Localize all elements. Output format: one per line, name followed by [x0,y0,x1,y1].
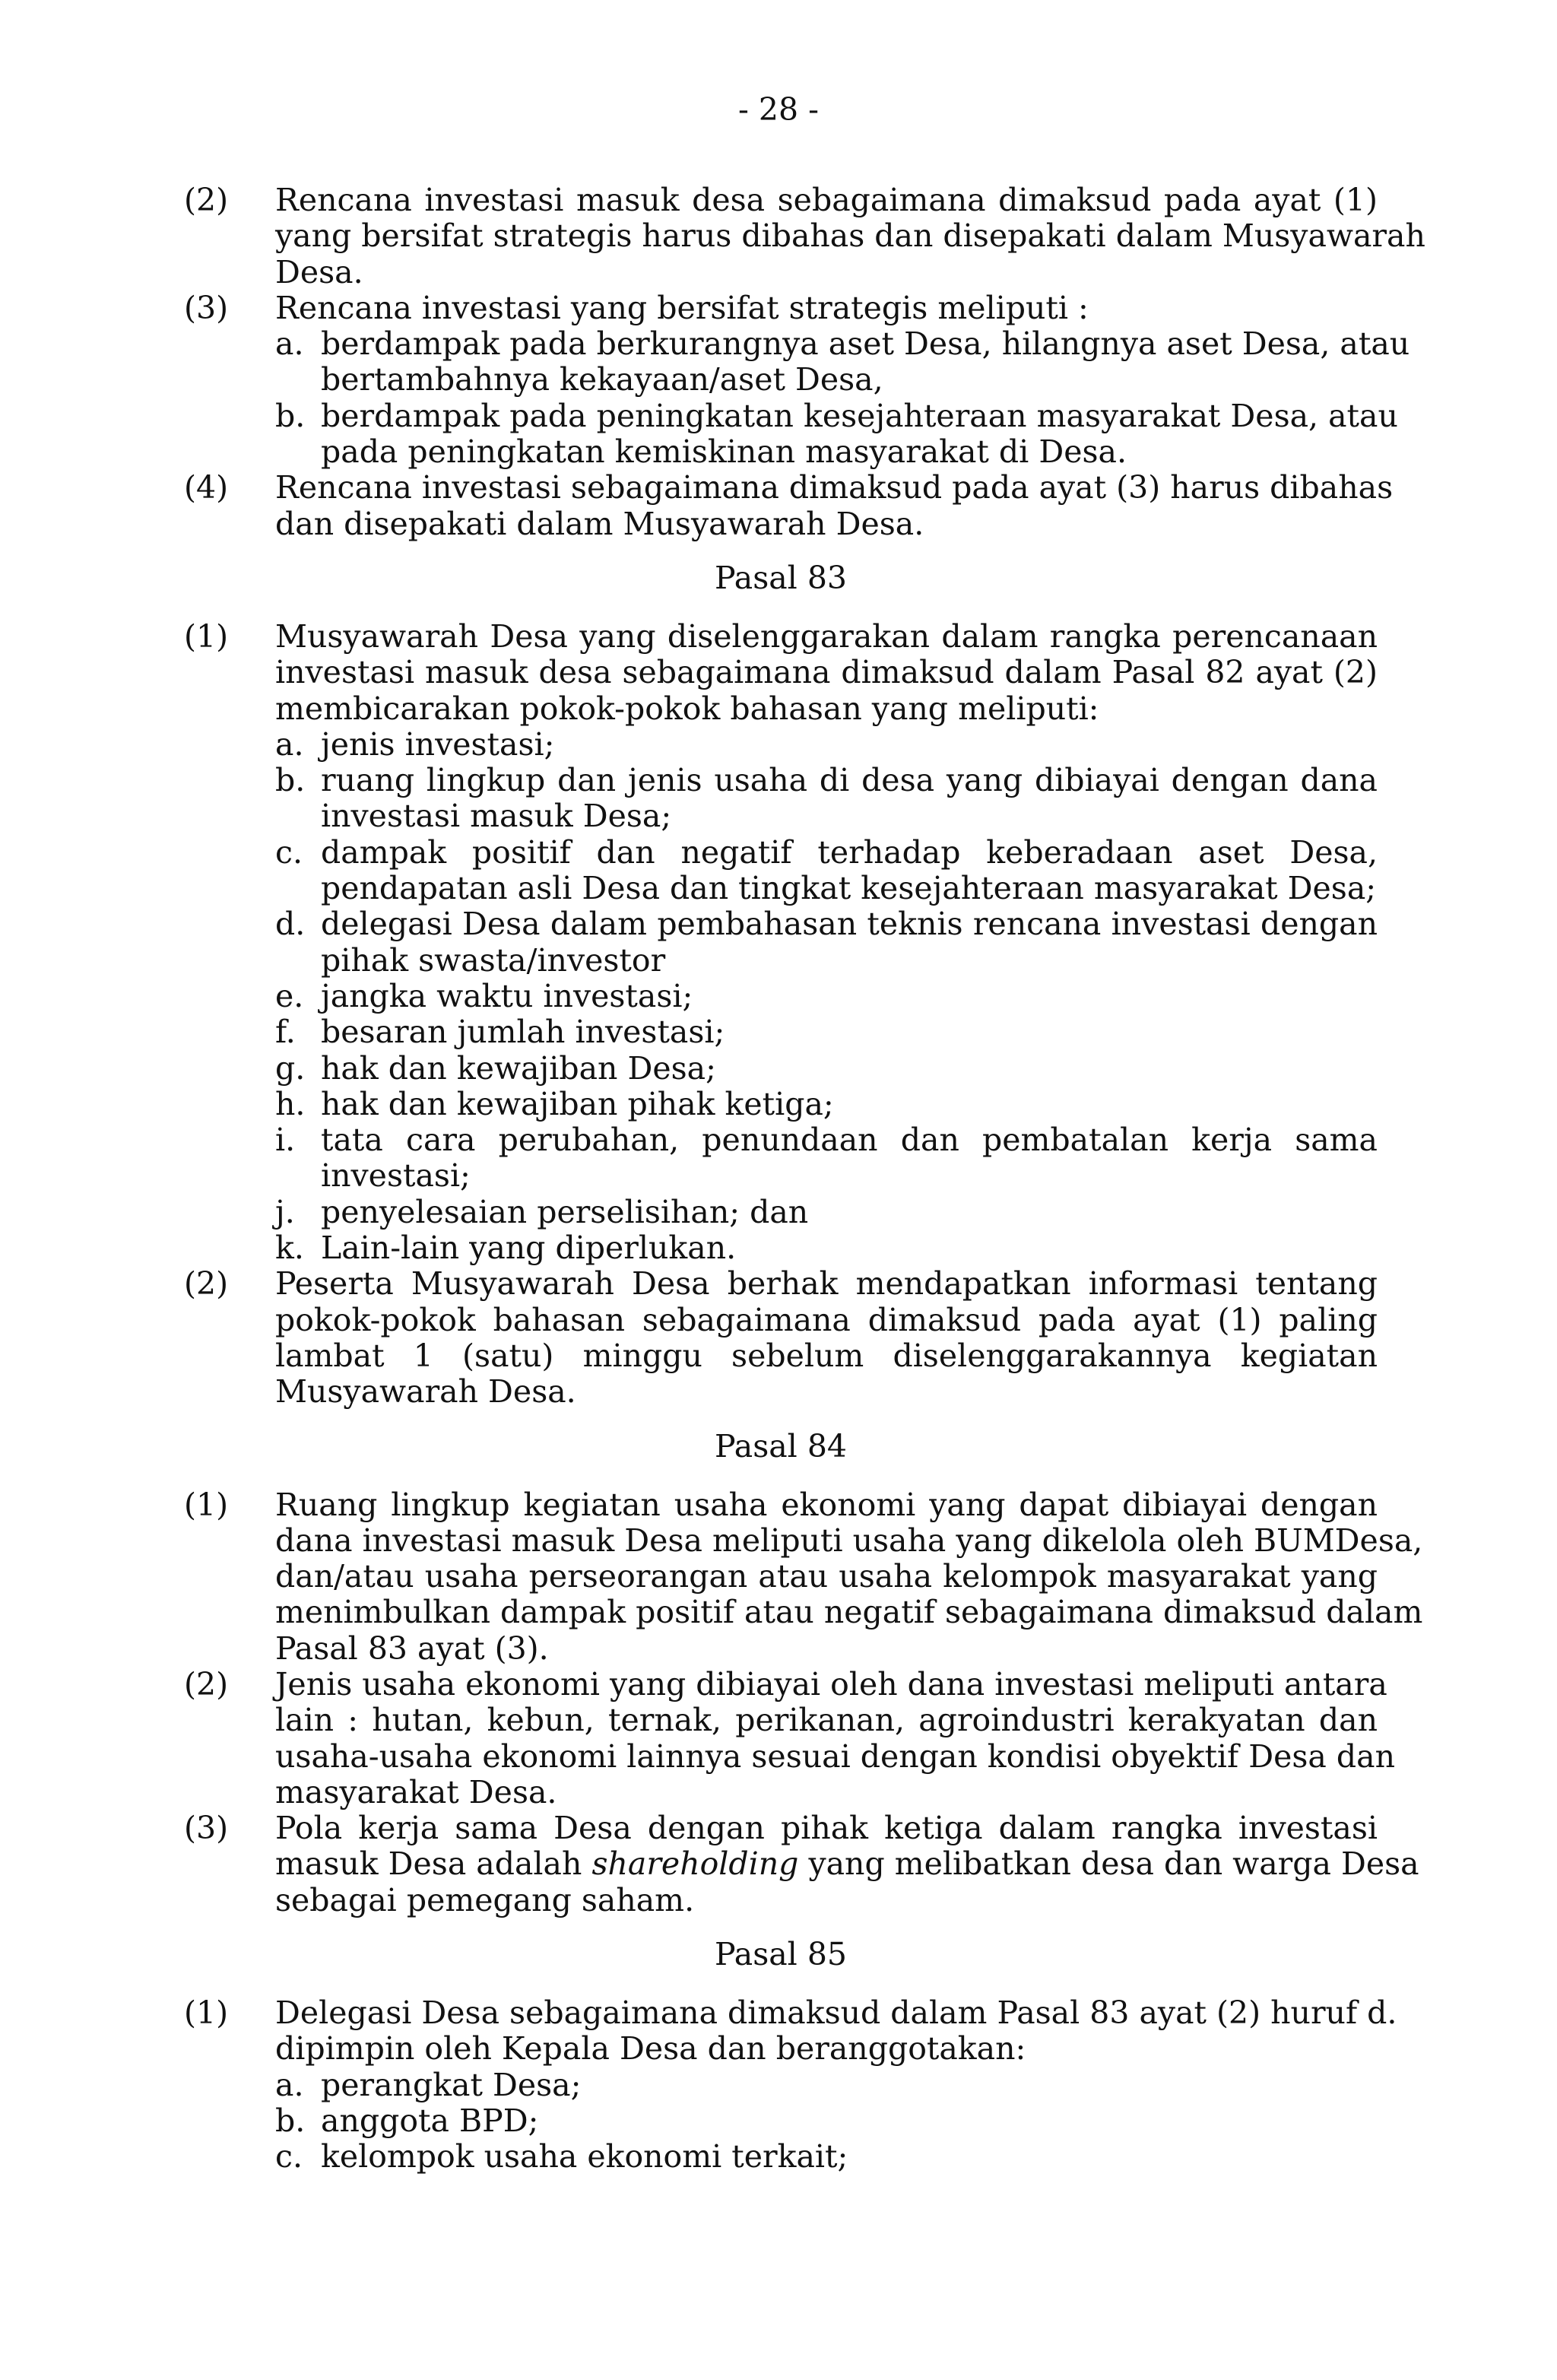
text-line: masyarakat Desa. [275,1773,557,1810]
text-line: dipimpin oleh Kepala Desa dan beranggotakan: [275,2030,1026,2067]
text-line: hak dan kewajiban Desa; [321,1049,716,1087]
list-item-83-1-g [184,1051,1378,1087]
item-letter: d. [275,906,306,943]
text-line: Musyawarah Desa. [275,1373,576,1411]
section-heading-pasal-84: Pasal 84 [715,1427,847,1464]
text-line: kelompok usaha ekonomi terkait; [321,2138,848,2175]
text-line: berdampak pada peningkatan kesejahteraan masyarakat Desa, atau [321,397,1398,434]
text-line: Ruang lingkup kegiatan usaha ekonomi yang dapat dibiayai dengan [275,1486,1378,1523]
list-item-83-1-i [184,1122,1378,1195]
list-item-83-1-k [184,1230,1378,1266]
ayat-85-1 [184,1994,1397,2067]
ayat-83-2 [184,1266,1378,1410]
text-line: Rencana investasi sebagaimana dimaksud pada ayat (3) harus dibahas [275,469,1394,506]
list-item-83-1-j [184,1195,1378,1230]
text-line: lambat 1 (satu) minggu sebelum diselenggarakannya kegiatan [275,1337,1378,1374]
item-letter: c. [275,833,303,871]
list-item-83-1-c [184,835,1378,907]
list-item-83-1-a [184,727,1378,763]
text-line: Desa. [275,253,363,290]
ayat-number: (1) [184,1994,229,2032]
text-line: penyelesaian perselisihan; dan [321,1193,809,1230]
text-line: besaran jumlah investasi; [321,1014,725,1051]
section-heading-pasal-83: Pasal 83 [715,559,847,596]
text-line: pada peningkatan kemiskinan masyarakat di Desa. [321,433,1127,471]
text-line: tata cara perubahan, penundaan dan pembatalan kerja sama [321,1122,1378,1159]
ayat-84-1 [184,1486,1423,1667]
ayat-number: (3) [184,289,229,326]
ayat-84-3 [184,1810,1419,1918]
text-line: Lain-lain yang diperlukan. [321,1230,737,1267]
text-line: dana investasi masuk Desa meliputi usaha yang dikelola oleh BUMDesa, [275,1522,1423,1559]
text-line: ruang lingkup dan jenis usaha di desa yang dibiayai dengan dana [321,762,1378,799]
text-line: dan/atau usaha perseorangan atau usaha kelompok masyarakat yang [275,1558,1378,1595]
document-body [184,182,1425,2175]
list-item-83-1-d [184,906,1378,979]
text-line: pokok-pokok bahasan sebagaimana dimaksud pada ayat (1) paling [275,1301,1378,1338]
list-item-83-1-b [184,763,1378,835]
ayat-83-1 [184,619,1378,727]
text-line: bertambahnya kekayaan/aset Desa, [321,361,883,398]
item-letter: a. [275,2066,304,2103]
text-line: Pasal 83 ayat (3). [275,1630,549,1667]
ayat-82-2 [184,182,1425,290]
text-line: Rencana investasi masuk desa sebagaimana dimaksud pada ayat (1) [275,182,1378,218]
ayat-82-3 [184,290,1378,326]
text-line: investasi masuk Desa; [321,798,672,835]
item-letter: b. [275,2102,306,2139]
text-line: Rencana investasi yang bersifat strategis meliputi : [275,289,1089,326]
item-letter: a. [275,325,304,363]
list-item-82-3-b [184,397,1398,471]
text-line: pendapatan asli Desa dan tingkat kesejahteraan masyarakat Desa; [321,870,1377,907]
item-letter: a. [275,725,304,763]
italic-term: shareholding [591,1845,799,1883]
ayat-number: (2) [184,1665,229,1702]
item-letter: h. [275,1085,306,1122]
item-letter: g. [275,1049,306,1087]
list-item-83-1-f [184,1014,1378,1050]
ayat-number: (4) [184,469,229,506]
text-fragment: yang melibatkan desa dan warga Desa [798,1845,1419,1883]
text-line: investasi masuk desa sebagaimana dimaksud dalam Pasal 82 ayat (2) [275,654,1378,691]
list-item-85-1-a [184,2067,1378,2103]
item-letter: k. [275,1230,304,1267]
text-line: Delegasi Desa sebagaimana dimaksud dalam Pasal 83 ayat (2) huruf d. [275,1994,1397,2032]
text-line: Musyawarah Desa yang diselenggarakan dalam rangka perencanaan [275,617,1378,655]
item-letter: j. [275,1193,295,1230]
text-line: delegasi Desa dalam pembahasan teknis rencana investasi dengan [321,906,1378,943]
text-fragment: masuk Desa adalah [275,1845,592,1883]
text-line: lain : hutan, kebun, ternak, perikanan, agroindustri kerakyatan dan [275,1702,1378,1739]
ayat-number: (2) [184,182,229,218]
item-letter: f. [275,1014,296,1051]
text-line: jenis investasi; [321,725,555,763]
item-letter: b. [275,762,306,799]
list-item-85-1-c [184,2139,1378,2175]
item-letter: c. [275,2138,303,2175]
list-item-85-1-b [184,2103,1378,2139]
text-line: Jenis usaha ekonomi yang dibiayai oleh dana investasi meliputi antara [275,1665,1387,1702]
text-line: dampak positif dan negatif terhadap keberadaan aset Desa, [321,833,1378,871]
text-line: perangkat Desa; [321,2066,582,2103]
text-line: jangka waktu investasi; [321,977,693,1014]
item-letter: e. [275,977,304,1014]
ayat-number: (1) [184,1486,229,1523]
text-line: pihak swasta/investor [321,941,666,979]
text-line: dan disepakati dalam Musyawarah Desa. [275,505,924,542]
ayat-number: (1) [184,617,229,655]
text-line: investasi; [321,1157,471,1195]
section-heading-pasal-85: Pasal 85 [715,1936,847,1973]
ayat-number: (2) [184,1265,229,1303]
ayat-number: (3) [184,1810,229,1847]
text-line: Peserta Musyawarah Desa berhak mendapatkan informasi tentang [275,1265,1378,1303]
text-line: membicarakan pokok-pokok bahasan yang meliputi: [275,690,1099,727]
ayat-82-4 [184,469,1394,542]
item-letter: b. [275,397,306,434]
text-line: hak dan kewajiban pihak ketiga; [321,1085,834,1122]
page-number: - 28 - [738,91,819,128]
text-line: menimbulkan dampak positif atau negatif sebagaimana dimaksud dalam [275,1594,1423,1631]
list-item-83-1-h [184,1087,1378,1122]
text-line: yang bersifat strategis harus dibahas dan disepakati dalam Musyawarah [275,217,1425,255]
text-line: berdampak pada berkurangnya aset Desa, hilangnya aset Desa, atau [321,325,1410,363]
text-line: sebagai pemegang saham. [275,1881,695,1918]
ayat-84-2 [184,1665,1395,1810]
list-item-82-3-a [184,325,1410,398]
text-line-with-italic [275,1845,1419,1883]
text-line: anggota BPD; [321,2102,539,2139]
list-item-83-1-e [184,979,1378,1014]
text-line: Pola kerja sama Desa dengan pihak ketiga dalam rangka investasi [275,1810,1378,1847]
text-line: usaha-usaha ekonomi lainnya sesuai dengan kondisi obyektif Desa dan [275,1737,1395,1775]
item-letter: i. [275,1122,296,1159]
